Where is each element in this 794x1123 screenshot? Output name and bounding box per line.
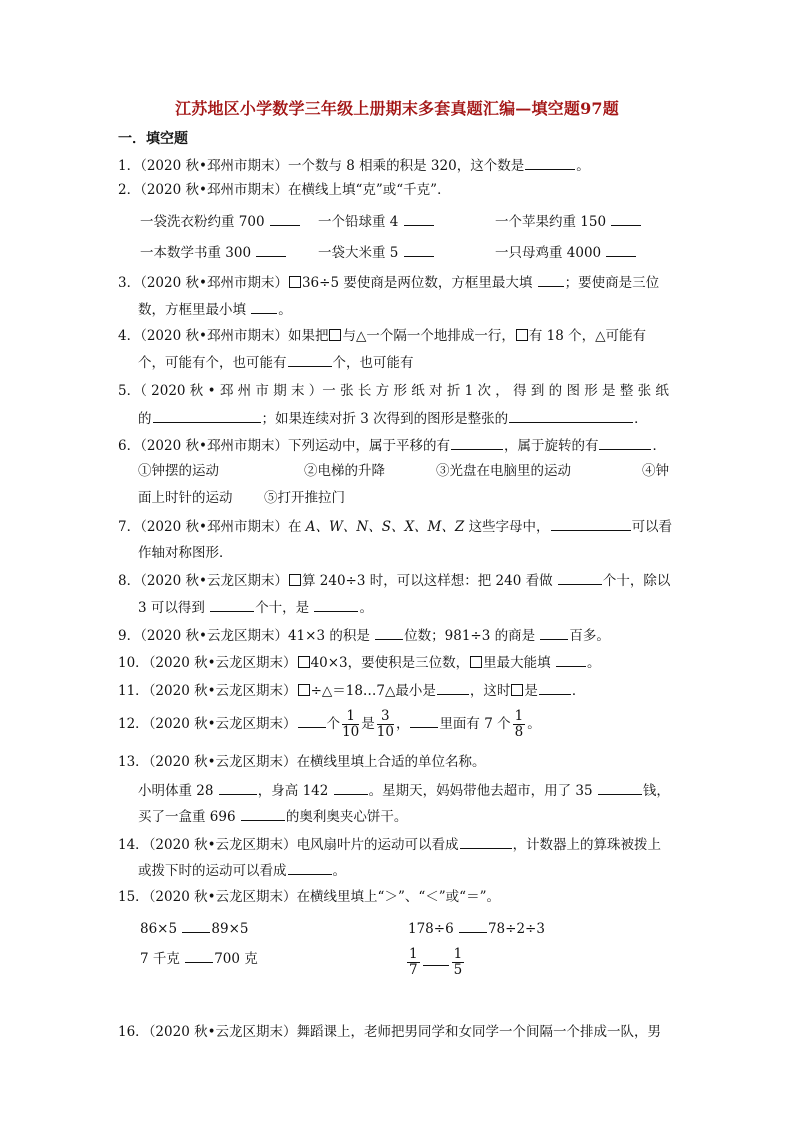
question-15-item-a: 86×5 89×5 [140,918,248,939]
section-heading: 一．填空题 [118,131,188,147]
question-6-option-4: ④钟 [642,463,669,479]
question-16: 16．（2020 秋•云龙区期末）舞蹈课上，老师把男同学和女同学一个间隔一个排成一队，男 [118,1024,662,1040]
question-2-item-f: 一只母鸡重 4000 [495,242,637,263]
question-2-item-a: 一袋洗衣粉约重 700 [140,211,301,232]
question-3-cont: 数，方框里最小填 。 [138,299,292,320]
question-4: 4．（2020 秋•邳州市期末）如果把 与△一个隔一个地排成一行， 有 18 个，△可能有 [118,328,647,344]
question-13: 13．（2020 秋•云龙区期末）在横线里填上合适的单位名称。 [118,754,486,770]
question-15-item-d [405,944,466,980]
question-6-option-3: ③光盘在电脑里的运动 [436,463,571,479]
question-15: 15．（2020 秋•云龙区期末）在横线里填上“＞”、“＜”或“＝”。 [118,889,500,905]
question-8-cont: 3 可以得到 个十，是 。 [138,597,373,618]
question-8: 8．（2020 秋•云龙区期末） 算 240÷3 时，可以这样想：把 240 看做 个十，除以 [118,570,670,591]
question-14-cont: 或拨下时的运动可以看成 。 [138,860,346,881]
question-10: 10．（2020 秋•云龙区期末） 40×3，要使积是三位数， 里最大能填 。 [118,652,600,673]
question-15-item-c: 7 千克 700 克 [140,948,258,969]
question-6-option-2: ②电梯的升降 [304,463,385,479]
document-title: 江苏地区小学数学三年级上册期末多套真题汇编—填空题97题 [175,99,619,118]
fraction-1-10: $\frac{1}{10}$ [342,708,360,740]
question-7-cont: 作轴对称图形． [138,545,233,561]
fraction-1-5: $\frac{1}{5}$ [453,946,463,978]
question-5-cont: 的 ；如果连续对折 3 次得到的图形是整张的 ． [138,408,648,429]
question-3: 3．（2020 秋•邳州市期末） 36÷5 要使商是两位数，方框里最大填 ；要使商是三位 [118,272,659,293]
square-box-icon [289,276,301,288]
question-13-line-1: 小明体重 28 ，身高 142 。星期天，妈妈带他去超市，用了 35 钱， [138,780,670,801]
question-6: 6．（2020 秋•邳州市期末）下列运动中，属于平移的有 ，属于旋转的有 ． [118,435,666,456]
question-4-cont: 个，可能有个，也可能有 个，也可能有 [138,352,414,373]
question-2: 2．（2020 秋•邳州市期末）在横线上填“克”或“千克”． [118,182,451,198]
square-box-icon [298,656,310,668]
question-5: 5．（ 2020 秋 • 邳 州 市 期 末 ）一 张 长 方 形 纸 对 折 1 次 ， 得 到 的 图 形 是 整 张 纸 [118,383,669,399]
question-2-item-c: 一个苹果约重 150 [495,211,642,232]
square-box-icon [329,329,341,341]
square-box-icon [511,684,523,696]
question-2-item-e: 一袋大米重 5 [318,242,435,263]
question-6-option-4-cont: 面上时针的运动 [138,490,233,506]
question-12: 12．（2020 秋•云龙区期末） 个 $\frac{1}{10}$ 是 $\frac{3}{10}$ ， 里面有 7 个 $\frac{1}{8}$ 。 [118,708,541,740]
question-9: 9．（2020 秋•云龙区期末）41×3 的积是 位数；981÷3 的商是 百多。 [118,625,610,646]
question-13-line-2: 买了一盒重 696 的奥利奥夹心饼干。 [138,806,407,827]
question-2-item-b: 一个铅球重 4 [318,211,435,232]
question-7: 7．（2020 秋•邳州市期末）在 A、W、N、S、X、M、Z 这些字母中， 可以看 [118,516,672,537]
square-box-icon [516,329,528,341]
fraction-1-8: $\frac{1}{8}$ [514,708,524,740]
question-1: 1．（2020 秋•邳州市期末）一个数与 8 相乘的积是 320，这个数是 。 [118,155,590,176]
question-11: 11．（2020 秋•云龙区期末） ÷△＝18…7△最小是 ，这时 是 ． [118,680,585,701]
fraction-3-10: $\frac{3}{10}$ [376,708,394,740]
question-6-option-1: ①钟摆的运动 [138,463,219,479]
square-box-icon [289,574,301,586]
square-box-icon [298,684,310,696]
square-box-icon [470,656,482,668]
question-15-item-b: 178÷6 78÷2÷3 [408,918,545,939]
question-6-option-5: ⑤打开推拉门 [264,490,345,506]
fraction-1-7: $\frac{1}{7}$ [409,946,418,978]
question-14: 14．（2020 秋•云龙区期末）电风扇叶片的运动可以看成 ，计数器上的算珠被拨上 [118,834,661,855]
question-2-item-d: 一本数学书重 300 [140,242,287,263]
